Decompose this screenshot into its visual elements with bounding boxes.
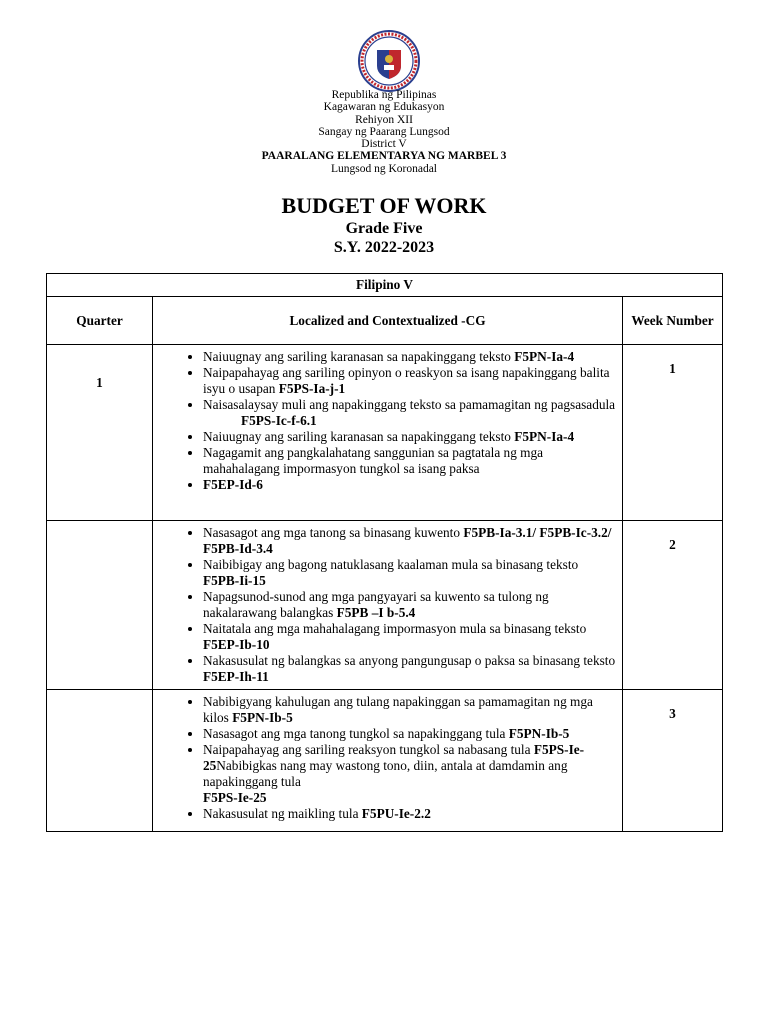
quarter-cell: 1 — [47, 345, 153, 521]
competency-code: F5PS-Ie-25 — [203, 742, 585, 773]
grade-level: Grade Five — [345, 220, 423, 237]
table-row — [47, 690, 723, 832]
header-line: Sangay ng Paarang Lungsod — [318, 125, 450, 138]
list-item — [203, 445, 616, 477]
quarter-column-header: Quarter — [47, 297, 153, 345]
document-titles — [0, 193, 768, 257]
quarter-cell — [47, 690, 153, 832]
quarter-cell — [47, 521, 153, 690]
list-item — [203, 621, 616, 653]
competency-code: F5PB-Ia-3.1/ F5PB-Ic-3.2/ F5PB-Id-3.4 — [203, 525, 612, 556]
list-item — [203, 694, 616, 726]
school-year: S.Y. 2022-2023 — [333, 239, 435, 256]
budget-of-work-table — [46, 273, 723, 832]
competency-code: F5PN-Ib-5 — [508, 726, 570, 741]
list-item — [203, 557, 616, 589]
list-item — [203, 413, 616, 429]
competency-cell — [153, 345, 623, 521]
competency-text: Naitatala ang mga mahahalagang impormasyon mula sa binasang teksto — [203, 621, 587, 636]
competency-code: F5PN-Ib-5 — [232, 710, 293, 725]
week-column-header: Week Number — [623, 297, 723, 345]
competency-text: Nasasagot ang mga tanong tungkol sa napakinggang tula — [203, 726, 509, 741]
competency-text: Naibibigay ang bagong natuklasang kaalaman mula sa binasang teksto — [203, 557, 579, 572]
list-item — [203, 726, 616, 742]
school-name: PAARALANG ELEMENTARYA NG MARBEL 3 — [261, 150, 507, 163]
header-line: Republika ng Pilipinas — [331, 89, 437, 101]
competency-text: Naipapahayag ang sariling reaksyon tungkol sa nabasang tula — [203, 742, 534, 757]
city-name: Lungsod ng Koronadal — [330, 162, 438, 175]
table-row — [47, 521, 723, 690]
competency-code: F5PB-Ii-15 — [203, 573, 266, 588]
competency-code: F5PS-Ic-f-6.1 — [241, 413, 317, 428]
competency-code: F5EP-Ib-10 — [203, 637, 270, 652]
header-line: Rehiyon XII — [355, 113, 413, 126]
competency-text: Naisasalaysay muli ang napakinggang teksto sa pamamagitan ng pagsasadula — [203, 397, 616, 412]
cg-column-header: Localized and Contextualized -CG — [153, 297, 623, 345]
competency-text: Nakasusulat ng maikling tula — [203, 806, 362, 821]
competency-text: Nabibigkas nang may wastong tono, diin, antala at damdamin ang napakinggang tula — [203, 758, 568, 789]
competency-code: F5PB –I b-5.4 — [336, 605, 416, 620]
competency-code: F5PS-Ie-25 — [203, 790, 267, 805]
competency-code: F5PN-Ia-4 — [514, 429, 575, 444]
competency-code: F5PU-Ie-2.2 — [361, 806, 431, 821]
list-item — [203, 365, 616, 397]
competency-text: Nakasusulat ng balangkas sa anyong pangungusap o paksa sa binasang teksto — [203, 653, 616, 668]
deped-seal — [358, 30, 420, 92]
subject-header: Filipino V — [47, 274, 723, 297]
document-title: BUDGET OF WORK — [281, 193, 487, 218]
competency-code: F5EP-Id-6 — [203, 477, 263, 492]
header-line: District V — [361, 138, 407, 151]
competency-text: Naiuugnay ang sariling karanasan sa napakinggang teksto — [203, 429, 515, 444]
competency-cell — [153, 690, 623, 832]
competency-code: F5PS-Ia-j-1 — [278, 381, 346, 396]
list-item — [203, 742, 616, 806]
list-item — [203, 525, 616, 557]
list-item — [203, 589, 616, 621]
week-cell: 3 — [623, 690, 723, 832]
week-cell: 1 — [623, 345, 723, 521]
competency-text: Nasasagot ang mga tanong sa binasang kuwento — [203, 525, 464, 540]
competency-text: Naiuugnay ang sariling karanasan sa napakinggang teksto — [203, 349, 515, 364]
table-row — [47, 345, 723, 521]
list-item — [203, 653, 616, 685]
competency-text: Naipapahayag ang sariling opinyon o reaskyon sa isang napakinggang balita isyu o usapan — [203, 365, 610, 396]
list-item — [203, 806, 616, 822]
competency-cell — [153, 521, 623, 690]
competency-text: Nagagamit ang pangkalahatang sanggunian sa pagtatala ng mga mahahalagang impormasyon tungkol sa isang paksa — [203, 445, 544, 476]
competency-text: Napagsunod-sunod ang mga pangyayari sa kuwento sa tulong ng nakalarawang balangkas — [203, 589, 549, 620]
list-item — [203, 429, 616, 445]
competency-code: F5PN-Ia-4 — [514, 349, 575, 364]
competency-code: F5EP-Ih-11 — [203, 669, 269, 684]
header-line: Kagawaran ng Edukasyon — [323, 101, 445, 114]
competency-text: Nabibigyang kahulugan ang tulang napakinggan sa pamamagitan ng mga kilos — [203, 694, 593, 725]
list-item — [203, 349, 616, 365]
letterhead — [0, 89, 768, 175]
week-cell: 2 — [623, 521, 723, 690]
list-item — [203, 477, 616, 493]
list-item — [203, 397, 616, 413]
